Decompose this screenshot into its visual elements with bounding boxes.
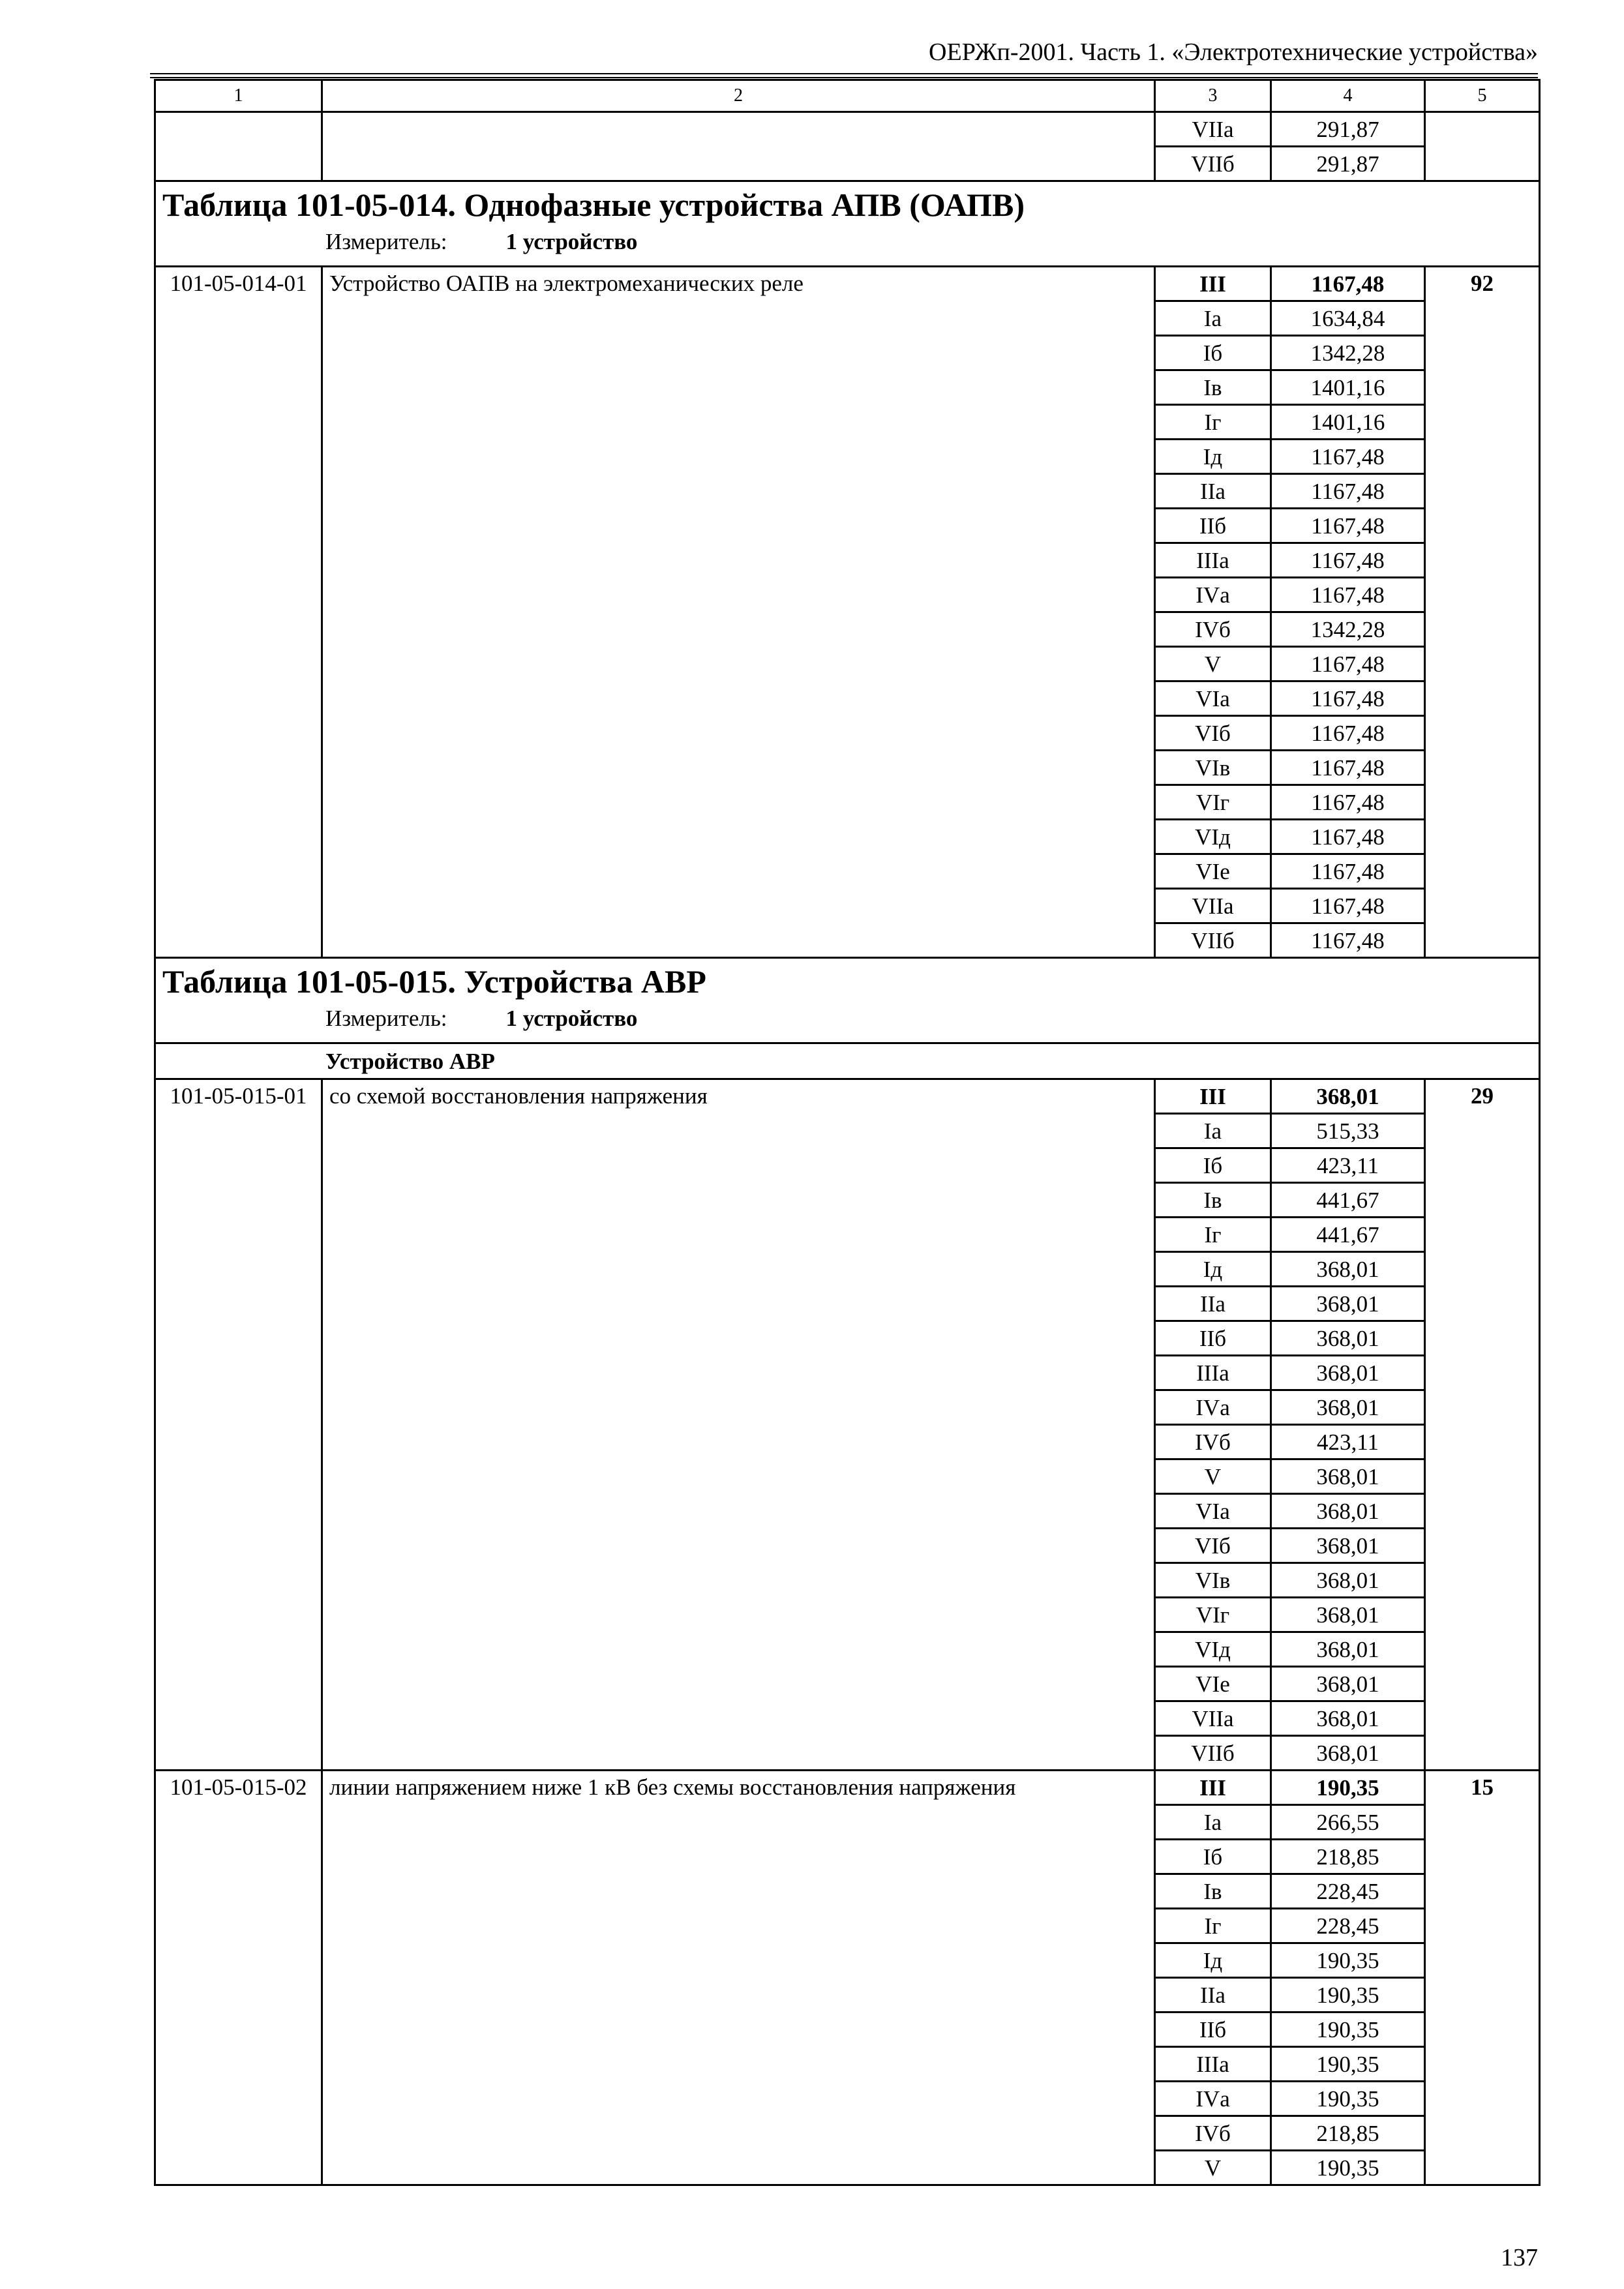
category-cell: IIб (1155, 509, 1271, 543)
category-cell: IVа (1155, 578, 1271, 612)
category-cell: VIг (1155, 1598, 1271, 1632)
price-cell: 1342,28 (1271, 336, 1425, 370)
category-cell: VIIб (1155, 147, 1271, 181)
price-cell: 291,87 (1271, 112, 1425, 147)
category-cell: IVа (1155, 1390, 1271, 1425)
category-cell: III (1155, 1771, 1271, 1805)
category-cell: Iд (1155, 440, 1271, 474)
table-title-row (155, 958, 1540, 1043)
price-cell: 368,01 (1271, 1563, 1425, 1598)
price-cell: 1167,48 (1271, 681, 1425, 716)
price-cell: 368,01 (1271, 1459, 1425, 1494)
category-cell: VIд (1155, 820, 1271, 854)
category-cell: VIб (1155, 716, 1271, 751)
price-cell: 218,85 (1271, 2116, 1425, 2151)
price-cell: 291,87 (1271, 147, 1425, 181)
price-cell: 1167,48 (1271, 820, 1425, 854)
price-cell: 368,01 (1271, 1321, 1425, 1356)
item-code: 101-05-015-02 (155, 1771, 322, 2185)
price-cell: 190,35 (1271, 1771, 1425, 1805)
price-cell: 1167,48 (1271, 751, 1425, 785)
price-cell: 368,01 (1271, 1667, 1425, 1701)
table-title-cell (155, 181, 1540, 267)
price-cell: 190,35 (1271, 1943, 1425, 1978)
price-cell: 1167,48 (1271, 440, 1425, 474)
category-cell: Iг (1155, 405, 1271, 440)
subheading: Устройство АВР (155, 1043, 1540, 1079)
category-cell: VIв (1155, 1563, 1271, 1598)
price-cell: 1167,48 (1271, 785, 1425, 820)
item-description: Устройство ОАПВ на электромеханических реле (322, 267, 1155, 958)
category-cell: Iд (1155, 1943, 1271, 1978)
price-cell: 368,01 (1271, 1598, 1425, 1632)
category-cell: Iб (1155, 1840, 1271, 1874)
meter-line (162, 1007, 1539, 1030)
price-cell: 228,45 (1271, 1874, 1425, 1909)
price-cell: 515,33 (1271, 1114, 1425, 1148)
category-cell: IIб (1155, 1321, 1271, 1356)
category-cell: IIIа (1155, 1356, 1271, 1390)
price-cell: 190,35 (1271, 2082, 1425, 2116)
price-cell: 368,01 (1271, 1287, 1425, 1321)
price-cell: 1167,48 (1271, 647, 1425, 681)
price-cell: 368,01 (1271, 1390, 1425, 1425)
header-rule (150, 73, 1538, 74)
table-title-cell (155, 958, 1540, 1043)
table-title: Таблица 101-05-014. Однофазные устройства АПВ (ОАПВ) (162, 187, 1025, 223)
category-cell: V (1155, 2151, 1271, 2185)
price-cell: 368,01 (1271, 1494, 1425, 1529)
category-cell: VIе (1155, 854, 1271, 889)
meter-label: Измеритель: (325, 1006, 447, 1031)
price-cell: 218,85 (1271, 1840, 1425, 1874)
category-cell: Iа (1155, 1114, 1271, 1148)
value-cell-empty (1425, 112, 1540, 181)
category-cell: IVб (1155, 1425, 1271, 1459)
category-cell: VIг (1155, 785, 1271, 820)
column-number: 1 (155, 80, 322, 112)
category-cell: Iг (1155, 1909, 1271, 1943)
table-row (155, 1771, 1540, 1805)
price-cell: 190,35 (1271, 2047, 1425, 2082)
meter-label: Измеритель: (325, 229, 447, 254)
price-cell: 1167,48 (1271, 889, 1425, 923)
category-cell: V (1155, 647, 1271, 681)
item-code: 101-05-015-01 (155, 1079, 322, 1771)
column-number: 4 (1271, 80, 1425, 112)
category-cell: VIIб (1155, 923, 1271, 958)
page-number: 137 (1501, 2244, 1538, 2271)
category-cell: IIIа (1155, 543, 1271, 578)
category-cell: VIIа (1155, 889, 1271, 923)
description-cell-empty (322, 112, 1155, 181)
price-cell: 1167,48 (1271, 474, 1425, 509)
category-cell: III (1155, 1079, 1271, 1114)
price-cell: 266,55 (1271, 1805, 1425, 1840)
category-cell: III (1155, 267, 1271, 301)
category-cell: V (1155, 1459, 1271, 1494)
category-cell: Iд (1155, 1252, 1271, 1287)
category-cell: IIIа (1155, 2047, 1271, 2082)
category-cell: VIа (1155, 681, 1271, 716)
price-cell: 368,01 (1271, 1529, 1425, 1563)
table-title-row (155, 181, 1540, 267)
category-cell: Iа (1155, 301, 1271, 336)
column-number: 3 (1155, 80, 1271, 112)
header-rule (150, 77, 1538, 78)
price-cell: 368,01 (1271, 1736, 1425, 1771)
category-cell: IVб (1155, 2116, 1271, 2151)
meter-line (162, 230, 1539, 253)
price-cell: 1167,48 (1271, 543, 1425, 578)
category-cell: Iб (1155, 1148, 1271, 1183)
price-cell: 423,11 (1271, 1425, 1425, 1459)
price-cell: 228,45 (1271, 1909, 1425, 1943)
category-cell: IVа (1155, 2082, 1271, 2116)
table-row (155, 267, 1540, 301)
category-cell: IIа (1155, 1978, 1271, 2012)
price-table-body (155, 80, 1540, 2185)
item-value: 15 (1425, 1771, 1540, 2185)
price-cell: 423,11 (1271, 1148, 1425, 1183)
item-value: 92 (1425, 267, 1540, 958)
item-code: 101-05-014-01 (155, 267, 322, 958)
meter-unit: 1 устройство (505, 1006, 638, 1031)
item-description: со схемой восстановления напряжения (322, 1079, 1155, 1771)
category-cell: IIа (1155, 474, 1271, 509)
category-cell: VIб (1155, 1529, 1271, 1563)
price-cell: 1167,48 (1271, 578, 1425, 612)
price-cell: 1342,28 (1271, 612, 1425, 647)
price-cell: 1401,16 (1271, 370, 1425, 405)
price-cell: 1167,48 (1271, 267, 1425, 301)
subheading-row (155, 1043, 1540, 1079)
category-cell: VIIа (1155, 1701, 1271, 1736)
category-cell: VIе (1155, 1667, 1271, 1701)
category-cell: Iг (1155, 1218, 1271, 1252)
price-cell: 1167,48 (1271, 716, 1425, 751)
price-cell: 1167,48 (1271, 854, 1425, 889)
price-cell: 368,01 (1271, 1079, 1425, 1114)
price-cell: 1167,48 (1271, 923, 1425, 958)
price-cell: 190,35 (1271, 2012, 1425, 2047)
price-cell: 368,01 (1271, 1356, 1425, 1390)
price-cell: 1167,48 (1271, 509, 1425, 543)
category-cell: IIб (1155, 2012, 1271, 2047)
price-cell: 1401,16 (1271, 405, 1425, 440)
category-cell: Iа (1155, 1805, 1271, 1840)
category-cell: VIIб (1155, 1736, 1271, 1771)
meter-unit: 1 устройство (505, 229, 638, 254)
column-number: 5 (1425, 80, 1540, 112)
price-cell: 441,67 (1271, 1183, 1425, 1218)
table-row (155, 1079, 1540, 1114)
price-cell: 190,35 (1271, 1978, 1425, 2012)
price-cell: 190,35 (1271, 2151, 1425, 2185)
category-cell: VIв (1155, 751, 1271, 785)
price-cell: 368,01 (1271, 1632, 1425, 1667)
category-cell: Iв (1155, 1183, 1271, 1218)
column-number: 2 (322, 80, 1155, 112)
category-cell: IIа (1155, 1287, 1271, 1321)
price-table (154, 79, 1541, 2186)
table-title: Таблица 101-05-015. Устройства АВР (162, 963, 706, 1000)
category-cell: VIIа (1155, 112, 1271, 147)
item-description: линии напряжением ниже 1 кВ без схемы восстановления напряжения (322, 1771, 1155, 2185)
category-cell: IVб (1155, 612, 1271, 647)
page-header-title: ОЕРЖп-2001. Часть 1. «Электротехнические устройства» (929, 38, 1538, 66)
price-cell: 1634,84 (1271, 301, 1425, 336)
price-cell: 368,01 (1271, 1252, 1425, 1287)
price-cell: 368,01 (1271, 1701, 1425, 1736)
category-cell: Iв (1155, 1874, 1271, 1909)
code-cell-empty (155, 112, 322, 181)
price-cell: 441,67 (1271, 1218, 1425, 1252)
category-cell: VIа (1155, 1494, 1271, 1529)
column-number-row (155, 80, 1540, 112)
item-value: 29 (1425, 1079, 1540, 1771)
category-cell: Iб (1155, 336, 1271, 370)
category-cell: VIд (1155, 1632, 1271, 1667)
table-row (155, 112, 1540, 147)
category-cell: Iв (1155, 370, 1271, 405)
